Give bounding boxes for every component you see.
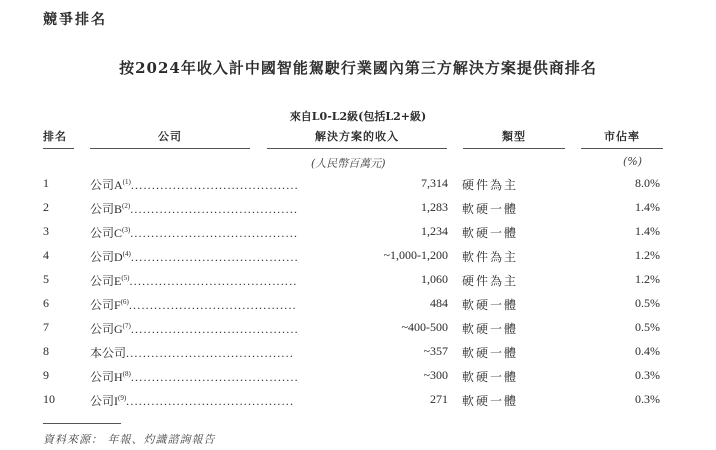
type-cell: 軟件為主 — [462, 250, 519, 264]
type-cell: 硬件為主 — [462, 178, 519, 192]
revenue-cell: 1,234 — [421, 224, 448, 238]
type-cell: 軟硬一體 — [462, 322, 519, 336]
leader-dots: ........................................ — [130, 178, 299, 192]
leader-dots: ........................................ — [126, 346, 295, 360]
company-name: 公司B — [90, 202, 123, 216]
table-row — [0, 392, 693, 416]
header-revenue: 解決方案的收入 — [267, 128, 447, 149]
share-cell: 0.5% — [635, 296, 660, 310]
table-row — [0, 296, 693, 320]
rank-cell: 9 — [43, 368, 49, 382]
revenue-cell: 484 — [430, 296, 448, 310]
company-name: 公司G — [90, 322, 123, 336]
company-cell — [90, 296, 297, 313]
revenue-cell: 1,060 — [421, 272, 448, 286]
table-row — [0, 272, 693, 296]
type-cell: 軟硬一體 — [462, 346, 519, 360]
table-title: 按2024年收入計中國智能駕駛行業國內第三方解決方案提供商排名 — [119, 59, 597, 77]
type-cell: 軟硬一體 — [462, 202, 519, 216]
footnote-divider — [43, 423, 121, 424]
type-cell: 軟硬一體 — [462, 298, 519, 312]
leader-dots: ........................................ — [128, 298, 297, 312]
footnote-ref: (1) — [122, 178, 131, 186]
source-note: 資料來源： 年報、灼識諮詢報告 — [43, 433, 216, 446]
share-cell: 0.3% — [635, 392, 660, 406]
company-cell — [90, 392, 295, 409]
header-type: 類型 — [463, 128, 565, 149]
revenue-cell: 1,283 — [421, 200, 448, 214]
share-cell: 1.2% — [635, 248, 660, 262]
table-row — [0, 320, 693, 344]
footnote-ref: (3) — [122, 226, 131, 234]
company-name: 公司A — [90, 178, 123, 192]
revenue-cell: ~357 — [423, 344, 448, 358]
company-name: 公司H — [90, 370, 123, 384]
leader-dots: ........................................ — [126, 394, 295, 408]
share-cell: 1.4% — [635, 200, 660, 214]
header-rank: 排名 — [43, 128, 74, 149]
type-cell: 軟硬一體 — [462, 370, 519, 384]
share-cell: 0.4% — [635, 344, 660, 358]
company-cell — [90, 248, 299, 265]
revenue-cell: ~1,000-1,200 — [383, 248, 448, 262]
company-cell — [90, 272, 298, 289]
footnote-ref: (7) — [122, 322, 131, 330]
table-row — [0, 368, 693, 392]
header-company: 公司 — [90, 128, 250, 149]
footnote-ref: (5) — [121, 274, 130, 282]
share-cell: 1.4% — [635, 224, 660, 238]
share-cell: 0.5% — [635, 320, 660, 334]
company-name: 本公司 — [90, 346, 127, 360]
revenue-cell: ~300 — [423, 368, 448, 382]
rank-cell: 2 — [43, 200, 49, 214]
footnote-ref: (6) — [120, 298, 129, 306]
rank-cell: 3 — [43, 224, 49, 238]
leader-dots: ........................................ — [129, 274, 298, 288]
leader-dots: ........................................ — [130, 322, 299, 336]
type-cell: 硬件為主 — [462, 274, 519, 288]
type-cell: 軟硬一體 — [462, 394, 519, 408]
table-row — [0, 344, 693, 368]
type-cell: 軟硬一體 — [462, 226, 519, 240]
revenue-cell: ~400-500 — [401, 320, 448, 334]
company-name: 公司D — [90, 250, 123, 264]
table-row — [0, 176, 693, 200]
company-cell — [90, 320, 299, 337]
company-cell — [90, 224, 299, 241]
leader-dots: ........................................ — [130, 250, 299, 264]
rank-cell: 4 — [43, 248, 49, 262]
company-name: 公司I — [90, 394, 118, 408]
leader-dots: ........................................ — [130, 370, 299, 384]
rank-cell: 8 — [43, 344, 49, 358]
leader-dots: ........................................ — [130, 226, 299, 240]
leader-dots: ........................................ — [130, 202, 299, 216]
header-share: 市佔率 — [581, 128, 663, 149]
company-name: 公司F — [90, 298, 121, 312]
share-cell: 0.3% — [635, 368, 660, 382]
footnote-ref: (8) — [122, 370, 131, 378]
company-cell — [90, 176, 299, 193]
rank-cell: 7 — [43, 320, 49, 334]
table-row — [0, 200, 693, 224]
section-heading: 競爭排名 — [43, 12, 107, 28]
share-cell: 8.0% — [635, 176, 660, 190]
share-cell: 1.2% — [635, 272, 660, 286]
company-cell — [90, 200, 299, 217]
footnote-ref: (4) — [122, 250, 131, 258]
rank-cell: 10 — [43, 392, 55, 406]
company-name: 公司E — [90, 274, 122, 288]
revenue-unit: (人民幣百萬元) — [311, 157, 386, 170]
rank-cell: 1 — [43, 176, 49, 190]
revenue-cell: 7,314 — [421, 176, 448, 190]
rank-cell: 5 — [43, 272, 49, 286]
company-cell — [90, 344, 295, 361]
rank-cell: 6 — [43, 296, 49, 310]
footnote-ref: (9) — [118, 394, 127, 402]
table-row — [0, 248, 693, 272]
footnote-ref: (2) — [122, 202, 131, 210]
table-row — [0, 224, 693, 248]
company-cell — [90, 368, 299, 385]
revenue-cell: 271 — [430, 392, 448, 406]
table-subtitle: 來自L0-L2級(包括L2+級) — [289, 110, 427, 123]
company-name: 公司C — [90, 226, 123, 240]
share-unit: (%) — [623, 155, 643, 168]
